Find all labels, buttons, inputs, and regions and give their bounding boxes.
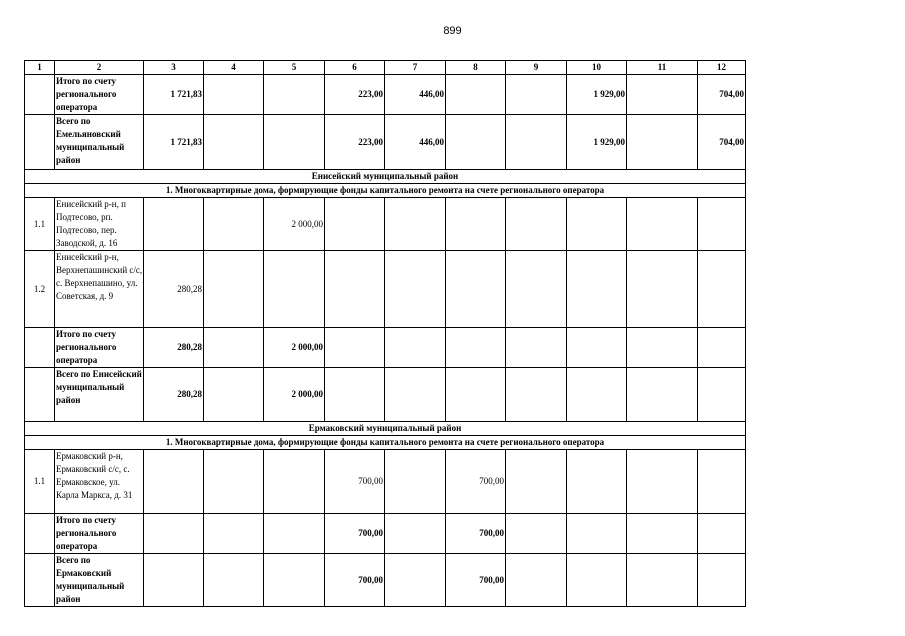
row-label: Енисейский р-н, п Подтесово, рп. Подтесово, пер. Заводской, д. 16 xyxy=(55,198,144,251)
row-label: Всего по Енисейский муниципальный район xyxy=(55,368,144,422)
table-row xyxy=(25,554,746,607)
row-label: Енисейский р-н, Верхнепашинский с/с, с. Верхнепашино, ул. Советская, д. 9 xyxy=(55,251,144,328)
cell-col-12 xyxy=(698,450,746,514)
cell-col-5 xyxy=(264,251,325,328)
table-row xyxy=(25,75,746,115)
table-row xyxy=(25,368,746,422)
table-row xyxy=(25,328,746,368)
cell-col-10 xyxy=(567,514,627,554)
cell-col-7 xyxy=(385,554,446,607)
cell-col-3: 280,28 xyxy=(144,368,204,422)
cell-col-9 xyxy=(506,514,567,554)
cell-col-10 xyxy=(567,198,627,251)
cell-col-12 xyxy=(698,198,746,251)
table-row xyxy=(25,450,746,514)
row-index xyxy=(25,514,55,554)
cell-col-3 xyxy=(144,514,204,554)
cell-col-7 xyxy=(385,450,446,514)
cell-col-9 xyxy=(506,198,567,251)
cell-col-6: 223,00 xyxy=(325,115,385,170)
cell-col-11 xyxy=(627,450,698,514)
cell-col-4 xyxy=(204,554,264,607)
cell-col-3: 1 721,83 xyxy=(144,115,204,170)
cell-col-5 xyxy=(264,554,325,607)
cell-col-5 xyxy=(264,115,325,170)
cell-col-6: 700,00 xyxy=(325,514,385,554)
cell-col-10 xyxy=(567,450,627,514)
cell-col-9 xyxy=(506,115,567,170)
cell-col-3 xyxy=(144,198,204,251)
cell-col-6: 223,00 xyxy=(325,75,385,115)
cell-col-6: 700,00 xyxy=(325,450,385,514)
budget-table xyxy=(24,60,746,607)
cell-col-8 xyxy=(446,115,506,170)
col-header-1: 1 xyxy=(25,61,55,75)
table-row xyxy=(25,514,746,554)
col-header-9: 9 xyxy=(506,61,567,75)
cell-col-4 xyxy=(204,115,264,170)
table-row xyxy=(25,198,746,251)
cell-col-9 xyxy=(506,75,567,115)
page-number: 899 xyxy=(443,25,462,37)
col-header-11: 11 xyxy=(627,61,698,75)
cell-col-9 xyxy=(506,450,567,514)
row-index xyxy=(25,115,55,170)
row-label: Ермаковский р-н, Ермаковский с/с, с. Ермаковское, ул. Карла Маркса, д. 31 xyxy=(55,450,144,514)
cell-col-12 xyxy=(698,328,746,368)
subsection-heading-row xyxy=(25,184,746,198)
cell-col-11 xyxy=(627,75,698,115)
cell-col-6 xyxy=(325,198,385,251)
cell-col-7 xyxy=(385,328,446,368)
row-index: 1.2 xyxy=(25,251,55,328)
cell-col-10: 1 929,00 xyxy=(567,115,627,170)
cell-col-8 xyxy=(446,75,506,115)
cell-col-11 xyxy=(627,115,698,170)
cell-col-12: 704,00 xyxy=(698,75,746,115)
district-heading: Ермаковский муниципальный район xyxy=(25,422,746,436)
cell-col-11 xyxy=(627,368,698,422)
cell-col-5 xyxy=(264,450,325,514)
cell-col-8: 700,00 xyxy=(446,554,506,607)
cell-col-7 xyxy=(385,251,446,328)
cell-col-7: 446,00 xyxy=(385,75,446,115)
district-heading-row xyxy=(25,170,746,184)
cell-col-7 xyxy=(385,198,446,251)
row-index: 1.1 xyxy=(25,450,55,514)
col-header-8: 8 xyxy=(446,61,506,75)
cell-col-8: 700,00 xyxy=(446,514,506,554)
cell-col-10 xyxy=(567,328,627,368)
district-heading-row xyxy=(25,422,746,436)
cell-col-3 xyxy=(144,554,204,607)
cell-col-12 xyxy=(698,251,746,328)
col-header-5: 5 xyxy=(264,61,325,75)
cell-col-12 xyxy=(698,554,746,607)
subsection-heading: 1. Многоквартирные дома, формирующие фонды капитального ремонта на счете регионального оператора xyxy=(25,184,746,198)
table-row xyxy=(25,115,746,170)
cell-col-10 xyxy=(567,554,627,607)
cell-col-5: 2 000,00 xyxy=(264,198,325,251)
row-label: Итого по счету регионального оператора xyxy=(55,75,144,115)
cell-col-11 xyxy=(627,328,698,368)
cell-col-3: 280,28 xyxy=(144,328,204,368)
cell-col-5 xyxy=(264,75,325,115)
cell-col-10 xyxy=(567,368,627,422)
cell-col-8 xyxy=(446,328,506,368)
cell-col-6 xyxy=(325,251,385,328)
cell-col-4 xyxy=(204,368,264,422)
row-index: 1.1 xyxy=(25,198,55,251)
cell-col-4 xyxy=(204,514,264,554)
cell-col-8 xyxy=(446,251,506,328)
cell-col-8 xyxy=(446,198,506,251)
col-header-12: 12 xyxy=(698,61,746,75)
cell-col-5: 2 000,00 xyxy=(264,368,325,422)
row-index xyxy=(25,368,55,422)
cell-col-11 xyxy=(627,514,698,554)
cell-col-4 xyxy=(204,328,264,368)
cell-col-8: 700,00 xyxy=(446,450,506,514)
row-label: Итого по счету регионального оператора xyxy=(55,514,144,554)
cell-col-9 xyxy=(506,328,567,368)
row-label: Всего по Емельяновский муниципальный район xyxy=(55,115,144,170)
row-index xyxy=(25,75,55,115)
cell-col-6: 700,00 xyxy=(325,554,385,607)
row-label: Всего по Ермаковский муниципальный район xyxy=(55,554,144,607)
col-header-2: 2 xyxy=(55,61,144,75)
cell-col-7 xyxy=(385,514,446,554)
row-label: Итого по счету регионального оператора xyxy=(55,328,144,368)
cell-col-6 xyxy=(325,328,385,368)
cell-col-10 xyxy=(567,251,627,328)
row-index xyxy=(25,554,55,607)
cell-col-4 xyxy=(204,251,264,328)
col-header-3: 3 xyxy=(144,61,204,75)
cell-col-7: 446,00 xyxy=(385,115,446,170)
cell-col-12 xyxy=(698,514,746,554)
cell-col-5 xyxy=(264,514,325,554)
col-header-10: 10 xyxy=(567,61,627,75)
cell-col-9 xyxy=(506,554,567,607)
cell-col-4 xyxy=(204,75,264,115)
cell-col-12: 704,00 xyxy=(698,115,746,170)
col-header-6: 6 xyxy=(325,61,385,75)
cell-col-9 xyxy=(506,368,567,422)
header-row xyxy=(25,61,746,75)
cell-col-3: 1 721,83 xyxy=(144,75,204,115)
cell-col-10: 1 929,00 xyxy=(567,75,627,115)
subsection-heading: 1. Многоквартирные дома, формирующие фонды капитального ремонта на счете регионального оператора xyxy=(25,436,746,450)
cell-col-4 xyxy=(204,198,264,251)
cell-col-9 xyxy=(506,251,567,328)
cell-col-11 xyxy=(627,251,698,328)
col-header-4: 4 xyxy=(204,61,264,75)
cell-col-12 xyxy=(698,368,746,422)
cell-col-5: 2 000,00 xyxy=(264,328,325,368)
col-header-7: 7 xyxy=(385,61,446,75)
cell-col-11 xyxy=(627,554,698,607)
district-heading: Енисейский муниципальный район xyxy=(25,170,746,184)
cell-col-4 xyxy=(204,450,264,514)
cell-col-7 xyxy=(385,368,446,422)
subsection-heading-row xyxy=(25,436,746,450)
cell-col-8 xyxy=(446,368,506,422)
cell-col-11 xyxy=(627,198,698,251)
cell-col-3 xyxy=(144,450,204,514)
cell-col-3: 280,28 xyxy=(144,251,204,328)
cell-col-6 xyxy=(325,368,385,422)
table-row xyxy=(25,251,746,328)
row-index xyxy=(25,328,55,368)
